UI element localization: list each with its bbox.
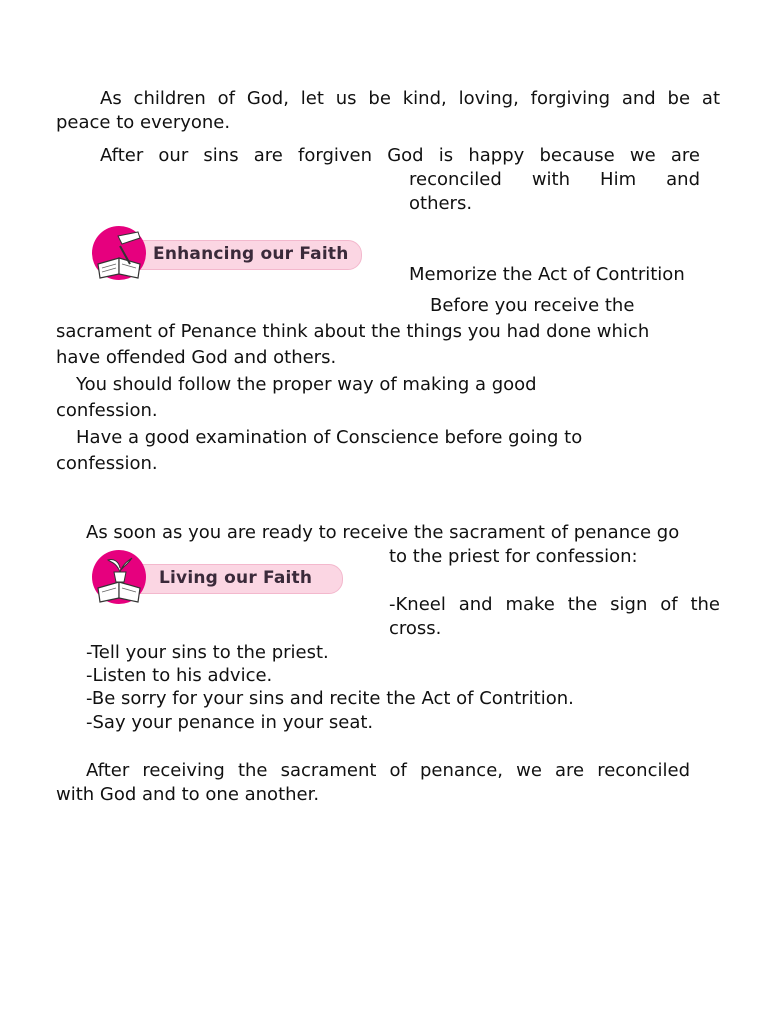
paragraph2-line3: others. [409, 193, 473, 214]
paragraph1-line2: peace to everyone. [56, 112, 231, 133]
step1-line2: cross. [389, 618, 442, 639]
book-plant-icon [92, 548, 152, 608]
living-line2: to the priest for confession: [389, 546, 638, 567]
book-pen-icon [92, 224, 152, 284]
living-faith-label: Living our Faith [159, 568, 313, 588]
closing-line1: After receiving the sacrament of penance, we are reconciled [86, 760, 690, 781]
paragraph2-line1: After our sins are forgiven God is happy because we are [100, 145, 700, 166]
memorize-act-of-contrition: Memorize the Act of Contrition [409, 264, 685, 285]
enhancing-line5: confession. [56, 400, 158, 421]
closing-line2: with God and to one another. [56, 784, 320, 805]
enhancing-line6: Have a good examination of Conscience before going to [76, 427, 583, 448]
step4: -Be sorry for your sins and recite the Act of Contrition. [86, 688, 574, 709]
step2: -Tell your sins to the priest. [86, 642, 329, 663]
paragraph1-line1: As children of God, let us be kind, loving, forgiving and be at [100, 88, 720, 109]
living-line1: As soon as you are ready to receive the sacrament of penance go [86, 522, 680, 543]
enhancing-faith-badge [92, 224, 362, 282]
enhancing-line7: confession. [56, 453, 158, 474]
living-faith-badge [92, 548, 344, 606]
enhancing-line2: sacrament of Penance think about the things you had done which [56, 321, 650, 342]
enhancing-faith-pill [136, 240, 362, 270]
step1-line1: -Kneel and make the sign of the [389, 594, 720, 615]
step5: -Say your penance in your seat. [86, 712, 374, 733]
paragraph2-line2: reconciled with Him and [409, 169, 700, 190]
enhancing-line3: have offended God and others. [56, 347, 337, 368]
living-faith-pill [136, 564, 343, 594]
enhancing-faith-label: Enhancing our Faith [153, 244, 349, 264]
enhancing-line1: Before you receive the [430, 295, 635, 316]
enhancing-line4: You should follow the proper way of making a good [76, 374, 537, 395]
step3: -Listen to his advice. [86, 665, 273, 686]
